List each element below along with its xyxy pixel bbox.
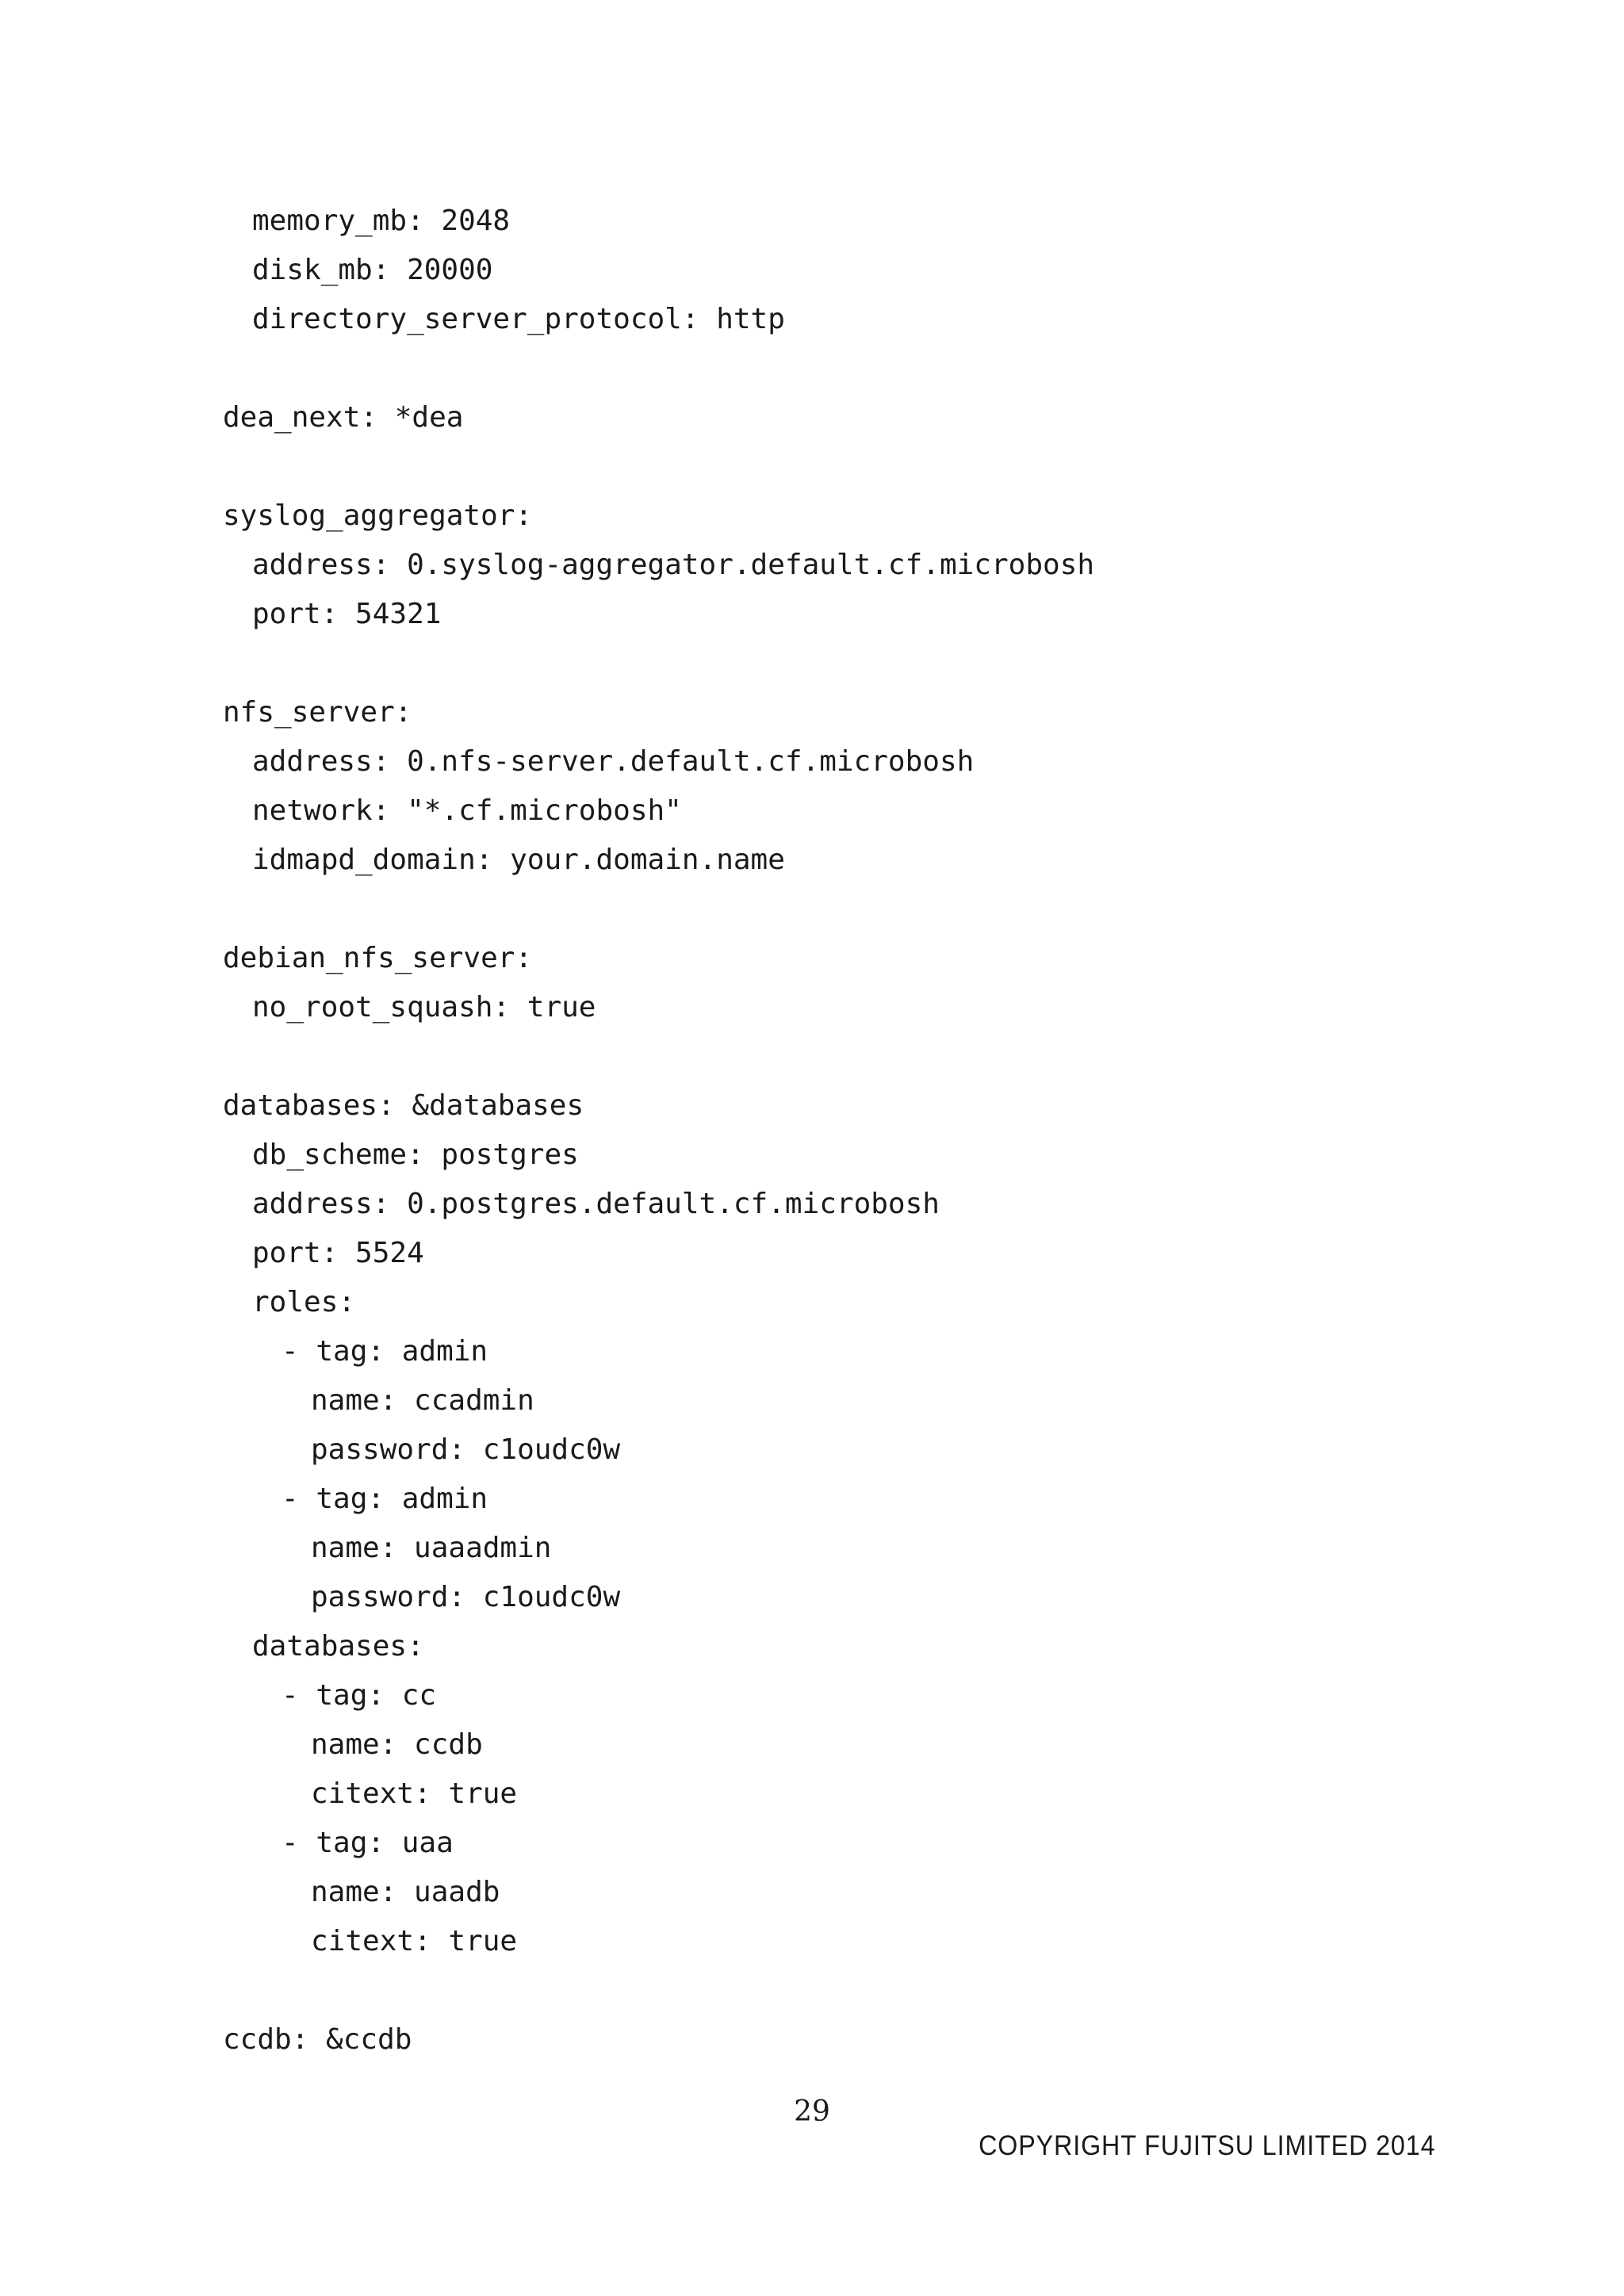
code-line: port: 5524 (252, 1237, 424, 1269)
code-line: - tag: cc (282, 1679, 437, 1712)
code-line: password: c1oudc0w (311, 1581, 621, 1613)
code-line: nfs_server: (223, 696, 412, 729)
code-line (223, 639, 1492, 688)
code-line: databases: &databases (223, 1089, 584, 1122)
code-line: directory_server_protocol: http (252, 303, 785, 335)
code-line: network: "*.cf.microbosh" (252, 794, 682, 827)
code-line: port: 54321 (252, 598, 442, 630)
code-line: address: 0.postgres.default.cf.microbosh (252, 1188, 940, 1220)
code-line: - tag: uaa (282, 1827, 454, 1859)
code-line: name: ccdb (311, 1728, 483, 1761)
code-line: db_scheme: postgres (252, 1138, 579, 1171)
code-line: citext: true (311, 1777, 518, 1810)
code-line: address: 0.nfs-server.default.cf.microbosh (252, 745, 975, 778)
page-number: 29 (794, 2095, 830, 2128)
code-line: address: 0.syslog-aggregator.default.cf.microbosh (252, 549, 1095, 581)
code-line (223, 1966, 1492, 2015)
code-line: - tag: admin (282, 1335, 488, 1368)
code-line: disk_mb: 20000 (252, 254, 493, 286)
code-line: name: uaaadmin (311, 1532, 552, 1564)
copyright-notice: COPYRIGHT FUJITSU LIMITED 2014 (978, 2130, 1435, 2161)
code-line (223, 1032, 1492, 1081)
code-line: - tag: admin (282, 1483, 488, 1515)
code-line: name: ccadmin (311, 1384, 534, 1417)
code-line: ccdb: &ccdb (223, 2023, 412, 2056)
code-line: idmapd_domain: your.domain.name (252, 844, 785, 876)
yaml-code-block (223, 197, 1492, 2064)
code-line: name: uaadb (311, 1876, 500, 1908)
code-line: roles: (252, 1286, 356, 1318)
code-line (223, 885, 1492, 934)
code-line: debian_nfs_server: (223, 942, 533, 974)
code-line: password: c1oudc0w (311, 1433, 621, 1466)
code-line: memory_mb: 2048 (252, 205, 511, 237)
code-line: databases: (252, 1630, 424, 1663)
code-line: no_root_squash: true (252, 991, 596, 1024)
code-line: dea_next: *dea (223, 401, 464, 434)
code-line: syslog_aggregator: (223, 499, 533, 532)
code-line (223, 344, 1492, 393)
code-line (223, 442, 1492, 492)
code-line: citext: true (311, 1925, 518, 1957)
